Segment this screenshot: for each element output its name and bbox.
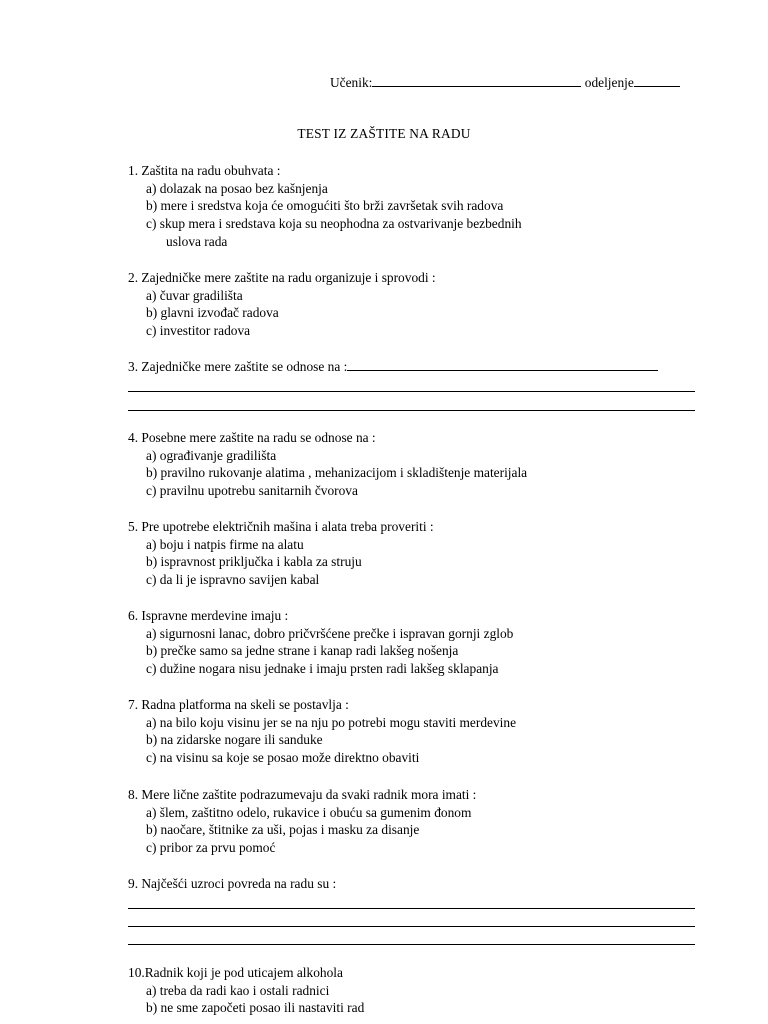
class-blank[interactable] [634, 73, 680, 87]
answer-option[interactable]: b) prečke samo sa jedne strane i kanap radi lakšeg nošenja [146, 643, 459, 659]
answer-option[interactable]: b) naočare, štitnike za uši, pojas i masku za disanje [146, 822, 420, 838]
answer-option[interactable]: c) da li je ispravno savijen kabal [146, 572, 320, 588]
question-text: 2. Zajedničke mere zaštite na radu organizuje i sprovodi : [128, 270, 436, 285]
question-text: 6. Ispravne merdevine imaju : [128, 608, 289, 623]
question-9 [128, 875, 698, 893]
answer-option[interactable]: a) boju i natpis firme na alatu [146, 536, 304, 552]
student-name-blank[interactable] [372, 73, 581, 87]
question-text: 10.Radnik koji je pod uticajem alkohola [128, 965, 343, 980]
question-8 [128, 786, 698, 857]
answer-option[interactable]: a) dolazak na posao bez kašnjenja [146, 180, 328, 196]
answer-line[interactable] [128, 926, 695, 927]
answer-option[interactable]: b) mere i sredstva koja će omogućiti što brži završetak svih radova [146, 198, 504, 214]
answer-option[interactable]: a) čuvar gradilišta [146, 287, 243, 303]
question-7 [128, 696, 698, 767]
answer-option[interactable]: c) na visinu sa koje se posao može direktno obaviti [146, 750, 420, 766]
answer-line[interactable] [128, 908, 695, 909]
answer-option[interactable]: b) pravilno rukovanje alatima , mehanizacijom i skladištenje materijala [146, 465, 528, 481]
answer-option-continuation: uslova rada [166, 233, 228, 249]
test-title: TEST IZ ZAŠTITE NA RADU [297, 126, 471, 141]
answer-option[interactable]: c) skup mera i sredstava koja su neophodna za ostvarivanje bezbednih [146, 216, 522, 232]
answer-option[interactable]: b) na zidarske nogare ili sanduke [146, 732, 323, 748]
question-text: 8. Mere lične zaštite podrazumevaju da svaki radnik mora imati : [128, 787, 477, 802]
question-text: 3. Zajedničke mere zaštite se odnose na : [128, 359, 348, 374]
answer-line[interactable] [128, 944, 695, 945]
answer-option[interactable]: c) pribor za prvu pomoć [146, 840, 276, 856]
class-label: odeljenje [584, 75, 634, 90]
question-4 [128, 429, 698, 500]
answer-option[interactable]: c) investitor radova [146, 323, 251, 339]
answer-option[interactable]: c) dužine nogara nisu jednake i imaju prsten radi lakšeg sklapanja [146, 661, 499, 677]
student-label: Učenik: [330, 75, 373, 90]
answer-option[interactable]: a) ograđivanje gradilišta [146, 447, 277, 463]
answer-option[interactable]: a) na bilo koju visinu jer se na nju po potrebi mogu staviti merdevine [146, 714, 517, 730]
question-3 [128, 358, 698, 376]
answer-option[interactable]: c) pravilnu upotrebu sanitarnih čvorova [146, 483, 358, 499]
answer-option[interactable]: b) glavni izvođač radova [146, 305, 279, 321]
question-10 [128, 964, 698, 1017]
answer-line[interactable] [128, 410, 695, 411]
answer-option[interactable]: b) ne sme započeti posao ili nastaviti rad [146, 1000, 365, 1016]
answer-option[interactable]: b) ispravnost priključka i kabla za struju [146, 554, 362, 570]
question-text: 7. Radna platforma na skeli se postavlja : [128, 697, 349, 712]
question-text: 1. Zaštita na radu obuhvata : [128, 163, 281, 178]
question-text: 5. Pre upotrebe električnih mašina i alata treba proveriti : [128, 519, 434, 534]
question-text: 9. Najčešći uzroci povreda na radu su : [128, 876, 337, 891]
answer-option[interactable]: a) treba da radi kao i ostali radnici [146, 982, 330, 998]
question-1 [128, 162, 698, 251]
question-text: 4. Posebne mere zaštite na radu se odnose na : [128, 430, 376, 445]
question-5 [128, 518, 698, 589]
answer-blank[interactable] [347, 358, 658, 371]
question-2 [128, 269, 698, 340]
answer-option[interactable]: a) šlem, zaštitno odelo, rukavice i obuću sa gumenim đonom [146, 804, 472, 820]
student-header [330, 73, 680, 92]
answer-option[interactable]: a) sigurnosni lanac, dobro pričvršćene prečke i ispravan gornji zglob [146, 625, 514, 641]
answer-line[interactable] [128, 391, 695, 392]
question-6 [128, 607, 698, 678]
